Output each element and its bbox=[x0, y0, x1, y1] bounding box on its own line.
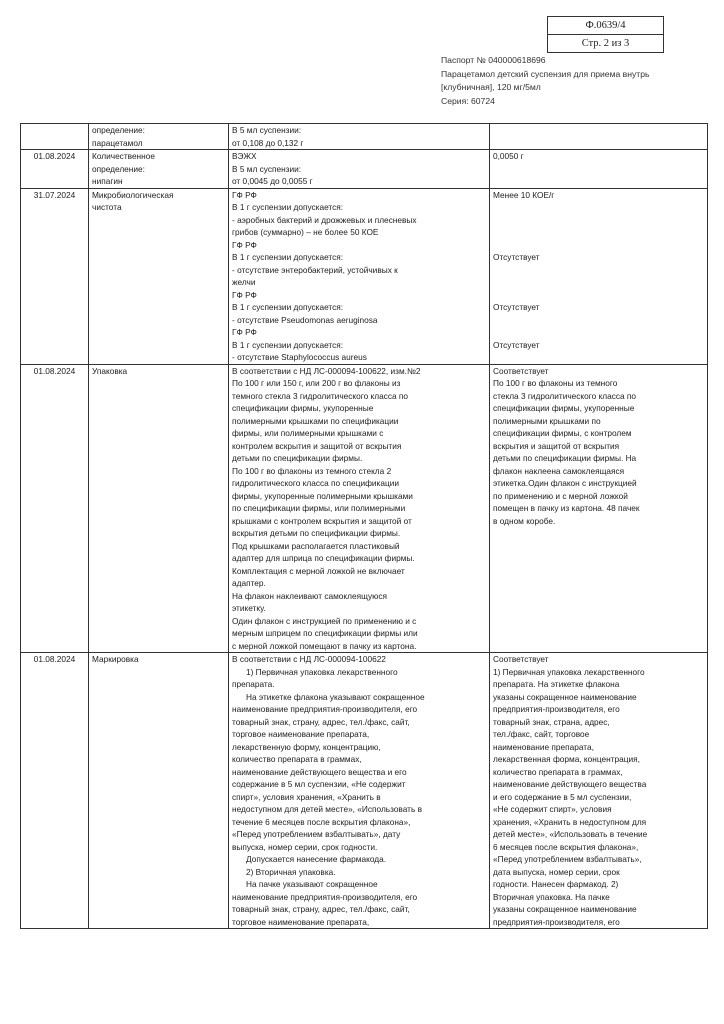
text-line: полимерными крышками по bbox=[493, 415, 601, 426]
text-line: мерным шприцем по спецификации фирмы или bbox=[232, 628, 418, 638]
text-line: - отсутствие Staphylococcus aureus bbox=[232, 352, 367, 362]
product-name: Парацетамол детский суспензия для приема внутрь bbox=[441, 68, 650, 79]
text-line: течение 6 месяцев после вскрытия флакона», bbox=[232, 816, 411, 827]
text-line: годности. Нанесен фармакод. 2) bbox=[493, 879, 619, 889]
text-line: - отсутствие энтеробактерий, устойчивых к bbox=[232, 264, 398, 275]
cell-norm bbox=[229, 188, 490, 364]
text-line: ГФ РФ bbox=[232, 327, 257, 337]
text-line: «Перед употреблением взбалтывать», bbox=[493, 854, 642, 864]
text-line: Маркировка bbox=[92, 654, 139, 664]
cell-norm bbox=[229, 124, 490, 150]
cell-test-name bbox=[89, 188, 229, 364]
text-line: ГФ РФ bbox=[232, 189, 257, 200]
cell-result bbox=[490, 188, 708, 364]
text-line: указаны сокращенное наименование bbox=[493, 691, 637, 702]
text-line: стекла 3 гидролитического класса по bbox=[493, 390, 637, 401]
text-line bbox=[493, 264, 704, 277]
cell-test-name bbox=[89, 150, 229, 189]
text-line: «Не содержит спирт», условия bbox=[493, 804, 612, 814]
text-line: темного стекла 3 гидролитического класса по bbox=[232, 390, 409, 401]
cell-result bbox=[490, 150, 708, 189]
text-line: ГФ РФ bbox=[232, 289, 257, 300]
text-line: По 100 г во флаконы из темного bbox=[493, 378, 618, 388]
page-number: Стр. 2 из 3 bbox=[548, 34, 663, 52]
text-line: фирмы, или полимерными крышками с bbox=[232, 428, 384, 438]
cell-date: 01.08.2024 bbox=[21, 364, 89, 653]
text-line: адаптер для шприца по спецификации фирмы. bbox=[232, 553, 415, 563]
text-line: товарный знак, страну, адрес, тел./факс, сайт, bbox=[232, 716, 410, 727]
text-line: Количественное bbox=[92, 151, 155, 161]
text-line: полимерными крышками по спецификации bbox=[232, 415, 399, 426]
text-line: этикетку. bbox=[232, 603, 266, 613]
text-line: В 1 г суспензии допускается: bbox=[232, 339, 344, 350]
text-line: товарный знак, страна, адрес, bbox=[493, 716, 610, 727]
text-line: - отсутствие Pseudomonas aeruginosa bbox=[232, 314, 378, 325]
cell-date: 01.08.2024 bbox=[21, 150, 89, 189]
text-line: 0,0050 г bbox=[493, 151, 524, 161]
text-line: Микробиологическая bbox=[92, 189, 174, 200]
text-line: торговое наименование препарата, bbox=[232, 916, 370, 927]
text-line: грибов (суммарно) – не более 50 КОЕ bbox=[232, 227, 379, 237]
text-line: наименование предприятия-производителя, его bbox=[232, 704, 418, 714]
text-line: фирмы, укупоренные полимерными крышками bbox=[232, 490, 413, 501]
text-line: детьми по спецификации фирмы. bbox=[232, 453, 363, 463]
text-line: Соответствует bbox=[493, 365, 549, 376]
text-line: предприятия-производителя, его bbox=[493, 704, 620, 714]
text-line: В соответствии с НД ЛС-000094-100622, изм.№2 bbox=[232, 365, 421, 376]
text-line: торговое наименование препарата, bbox=[232, 729, 370, 739]
text-line: наименование действующего вещества и его bbox=[232, 766, 407, 777]
text-line: хранения, «Хранить в недоступном для bbox=[493, 816, 647, 827]
text-line: спецификации фирмы, укупоренные bbox=[232, 403, 374, 413]
text-line: спирт», условия хранения, «Хранить в bbox=[232, 791, 381, 802]
text-line: В 1 г суспензии допускается: bbox=[232, 202, 344, 212]
cell-result bbox=[490, 364, 708, 653]
text-line bbox=[493, 326, 704, 339]
text-line: детей месте», «Использовать в течение bbox=[493, 829, 648, 839]
text-line: На пачке указывают сокращенное bbox=[246, 879, 378, 889]
cell-date: 31.07.2024 bbox=[21, 188, 89, 364]
table-row bbox=[21, 364, 708, 653]
text-line: Отсутствует bbox=[493, 339, 540, 350]
text-line: вскрытия и защитой от вскрытия bbox=[493, 440, 620, 451]
cell-test-name bbox=[89, 653, 229, 929]
passport-number: Паспорт № 040000618696 bbox=[441, 55, 546, 65]
text-line: недоступном для детей месте», «Использовать в bbox=[232, 804, 423, 814]
text-line bbox=[493, 201, 704, 214]
table-row bbox=[21, 653, 708, 929]
table-row bbox=[21, 188, 708, 364]
text-line: количество препарата в граммах, bbox=[493, 766, 623, 777]
text-line: от 0,108 до 0,132 г bbox=[232, 137, 304, 148]
text-line: По 100 г или 150 г, или 200 г во флаконы из bbox=[232, 378, 401, 388]
table-row bbox=[21, 150, 708, 189]
text-line: предприятия-производителя, его bbox=[493, 916, 620, 927]
text-line: этикетка.Один флакон с инструкцией bbox=[493, 478, 637, 488]
cell-test-name bbox=[89, 364, 229, 653]
form-code: Ф.0639/4 bbox=[585, 20, 626, 31]
text-line bbox=[493, 124, 704, 137]
text-line: детьми по спецификации фирмы. На bbox=[493, 453, 637, 463]
text-line: Менее 10 КОЕ/г bbox=[493, 189, 555, 200]
text-line: В 5 мл суспензии: bbox=[232, 125, 302, 135]
text-line: по спецификации фирмы, или полимерными bbox=[232, 503, 406, 513]
text-line: Один флакон с инструкцией по применению и с bbox=[232, 615, 417, 626]
text-line: с мерной ложкой помещают в пачку из картона. bbox=[232, 640, 417, 651]
cell-result bbox=[490, 124, 708, 150]
text-line: «Перед употреблением взбалтывать», дату bbox=[232, 829, 401, 839]
text-line: нипагин bbox=[92, 176, 123, 186]
text-line: Вторичная упаковка. На пачке bbox=[493, 891, 610, 902]
text-line: крышками с контролем вскрытия и защитой от bbox=[232, 515, 412, 526]
test-results-table bbox=[20, 123, 708, 929]
batch-number: Серия: 60724 bbox=[441, 95, 495, 106]
text-line bbox=[493, 214, 704, 227]
text-line: чистота bbox=[92, 202, 122, 212]
product-dosage: [клубничная], 120 мг/5мл bbox=[441, 82, 541, 92]
text-line: содержание в 5 мл суспензии, «Не содержит bbox=[232, 779, 406, 789]
text-line: В 5 мл суспензии: bbox=[232, 163, 302, 174]
text-line: Отсутствует bbox=[493, 252, 540, 262]
text-line: гидролитического класса по спецификации bbox=[232, 478, 400, 488]
text-line: помещен в пачку из картона. 48 пачек bbox=[493, 503, 640, 513]
text-line: указаны сокращенное наименование bbox=[493, 904, 637, 914]
text-line bbox=[493, 276, 704, 289]
text-line: На этикетке флакона указывают сокращенное bbox=[246, 691, 425, 702]
text-line: ГФ РФ bbox=[232, 239, 257, 250]
text-line bbox=[493, 289, 704, 302]
text-line: 6 месяцев после вскрытия флакона», bbox=[493, 841, 639, 852]
text-line: Отсутствует bbox=[493, 302, 540, 312]
text-line: количество препарата в граммах, bbox=[232, 754, 362, 764]
cell-date bbox=[21, 124, 89, 150]
text-line: - аэробных бактерий и дрожжевых и плесневых bbox=[232, 214, 417, 225]
text-line: Соответствует bbox=[493, 654, 549, 664]
text-line bbox=[493, 239, 704, 252]
text-line bbox=[493, 226, 704, 239]
text-line: выпуска, номер серии, срок годности. bbox=[232, 841, 378, 852]
cell-norm bbox=[229, 150, 490, 189]
cell-date: 01.08.2024 bbox=[21, 653, 89, 929]
form-code-box bbox=[547, 16, 664, 53]
text-line: 1) Первичная упаковка лекарственного bbox=[246, 666, 398, 677]
table-row bbox=[21, 124, 708, 150]
text-line: тел./факс, сайт, торговое bbox=[493, 729, 590, 739]
text-line: флакон наклеена самоклеящаяся bbox=[493, 465, 625, 476]
text-line: спецификации фирмы, укупоренные bbox=[493, 403, 635, 413]
text-line: 2) Вторичная упаковка. bbox=[246, 866, 336, 877]
text-line: На флакон наклеивают самоклеящуюся bbox=[232, 590, 388, 601]
text-line: от 0,0045 до 0,0055 г bbox=[232, 176, 313, 186]
text-line: и его содержание в 5 мл суспензии, bbox=[493, 791, 632, 802]
cell-test-name bbox=[89, 124, 229, 150]
passport-header bbox=[441, 54, 649, 108]
text-line: по применению и с мерной ложкой bbox=[493, 490, 628, 501]
text-line: определение: bbox=[92, 163, 145, 174]
text-line: спецификации фирмы, с контролем bbox=[493, 428, 632, 438]
text-line: определение: bbox=[92, 125, 145, 135]
text-line: вскрытия детьми по спецификации фирмы. bbox=[232, 528, 401, 538]
text-line: В 1 г суспензии допускается: bbox=[232, 302, 344, 312]
text-line: 1) Первичная упаковка лекарственного bbox=[493, 666, 645, 677]
text-line: В 1 г суспензии допускается: bbox=[232, 252, 344, 262]
text-line: наименование препарата, bbox=[493, 741, 594, 752]
text-line: Комплектация с мерной ложкой не включает bbox=[232, 565, 405, 576]
text-line: желчи bbox=[232, 277, 256, 287]
text-line: лекарственная форма, концентрация, bbox=[493, 754, 640, 764]
text-line: наименование действующего вещества bbox=[493, 779, 647, 789]
text-line: В соответствии с НД ЛС-000094-100622 bbox=[232, 654, 386, 664]
text-line: дата выпуска, номер серии, срок bbox=[493, 866, 620, 877]
text-line: Упаковка bbox=[92, 365, 128, 376]
text-line: в одном коробе. bbox=[493, 515, 556, 526]
text-line: ВЭЖХ bbox=[232, 151, 257, 161]
text-line: контролем вскрытия и защитой от вскрытия bbox=[232, 440, 402, 451]
text-line: Допускается нанесение фармакода. bbox=[246, 854, 387, 864]
text-line: препарата. bbox=[232, 679, 275, 689]
cell-result bbox=[490, 653, 708, 929]
text-line: парацетамол bbox=[92, 137, 143, 148]
text-line: товарный знак, страну, адрес, тел./факс, сайт, bbox=[232, 904, 410, 914]
text-line: наименование предприятия-производителя, его bbox=[232, 891, 418, 902]
cell-norm bbox=[229, 653, 490, 929]
text-line bbox=[493, 314, 704, 327]
cell-norm bbox=[229, 364, 490, 653]
text-line: По 100 г во флаконы из темного стекла 2 bbox=[232, 465, 392, 476]
text-line: препарата. На этикетке флакона bbox=[493, 679, 620, 689]
text-line: Под крышками располагается пластиковый bbox=[232, 540, 400, 551]
text-line: адаптер. bbox=[232, 578, 266, 588]
text-line: лекарственную форму, концентрацию, bbox=[232, 741, 381, 752]
